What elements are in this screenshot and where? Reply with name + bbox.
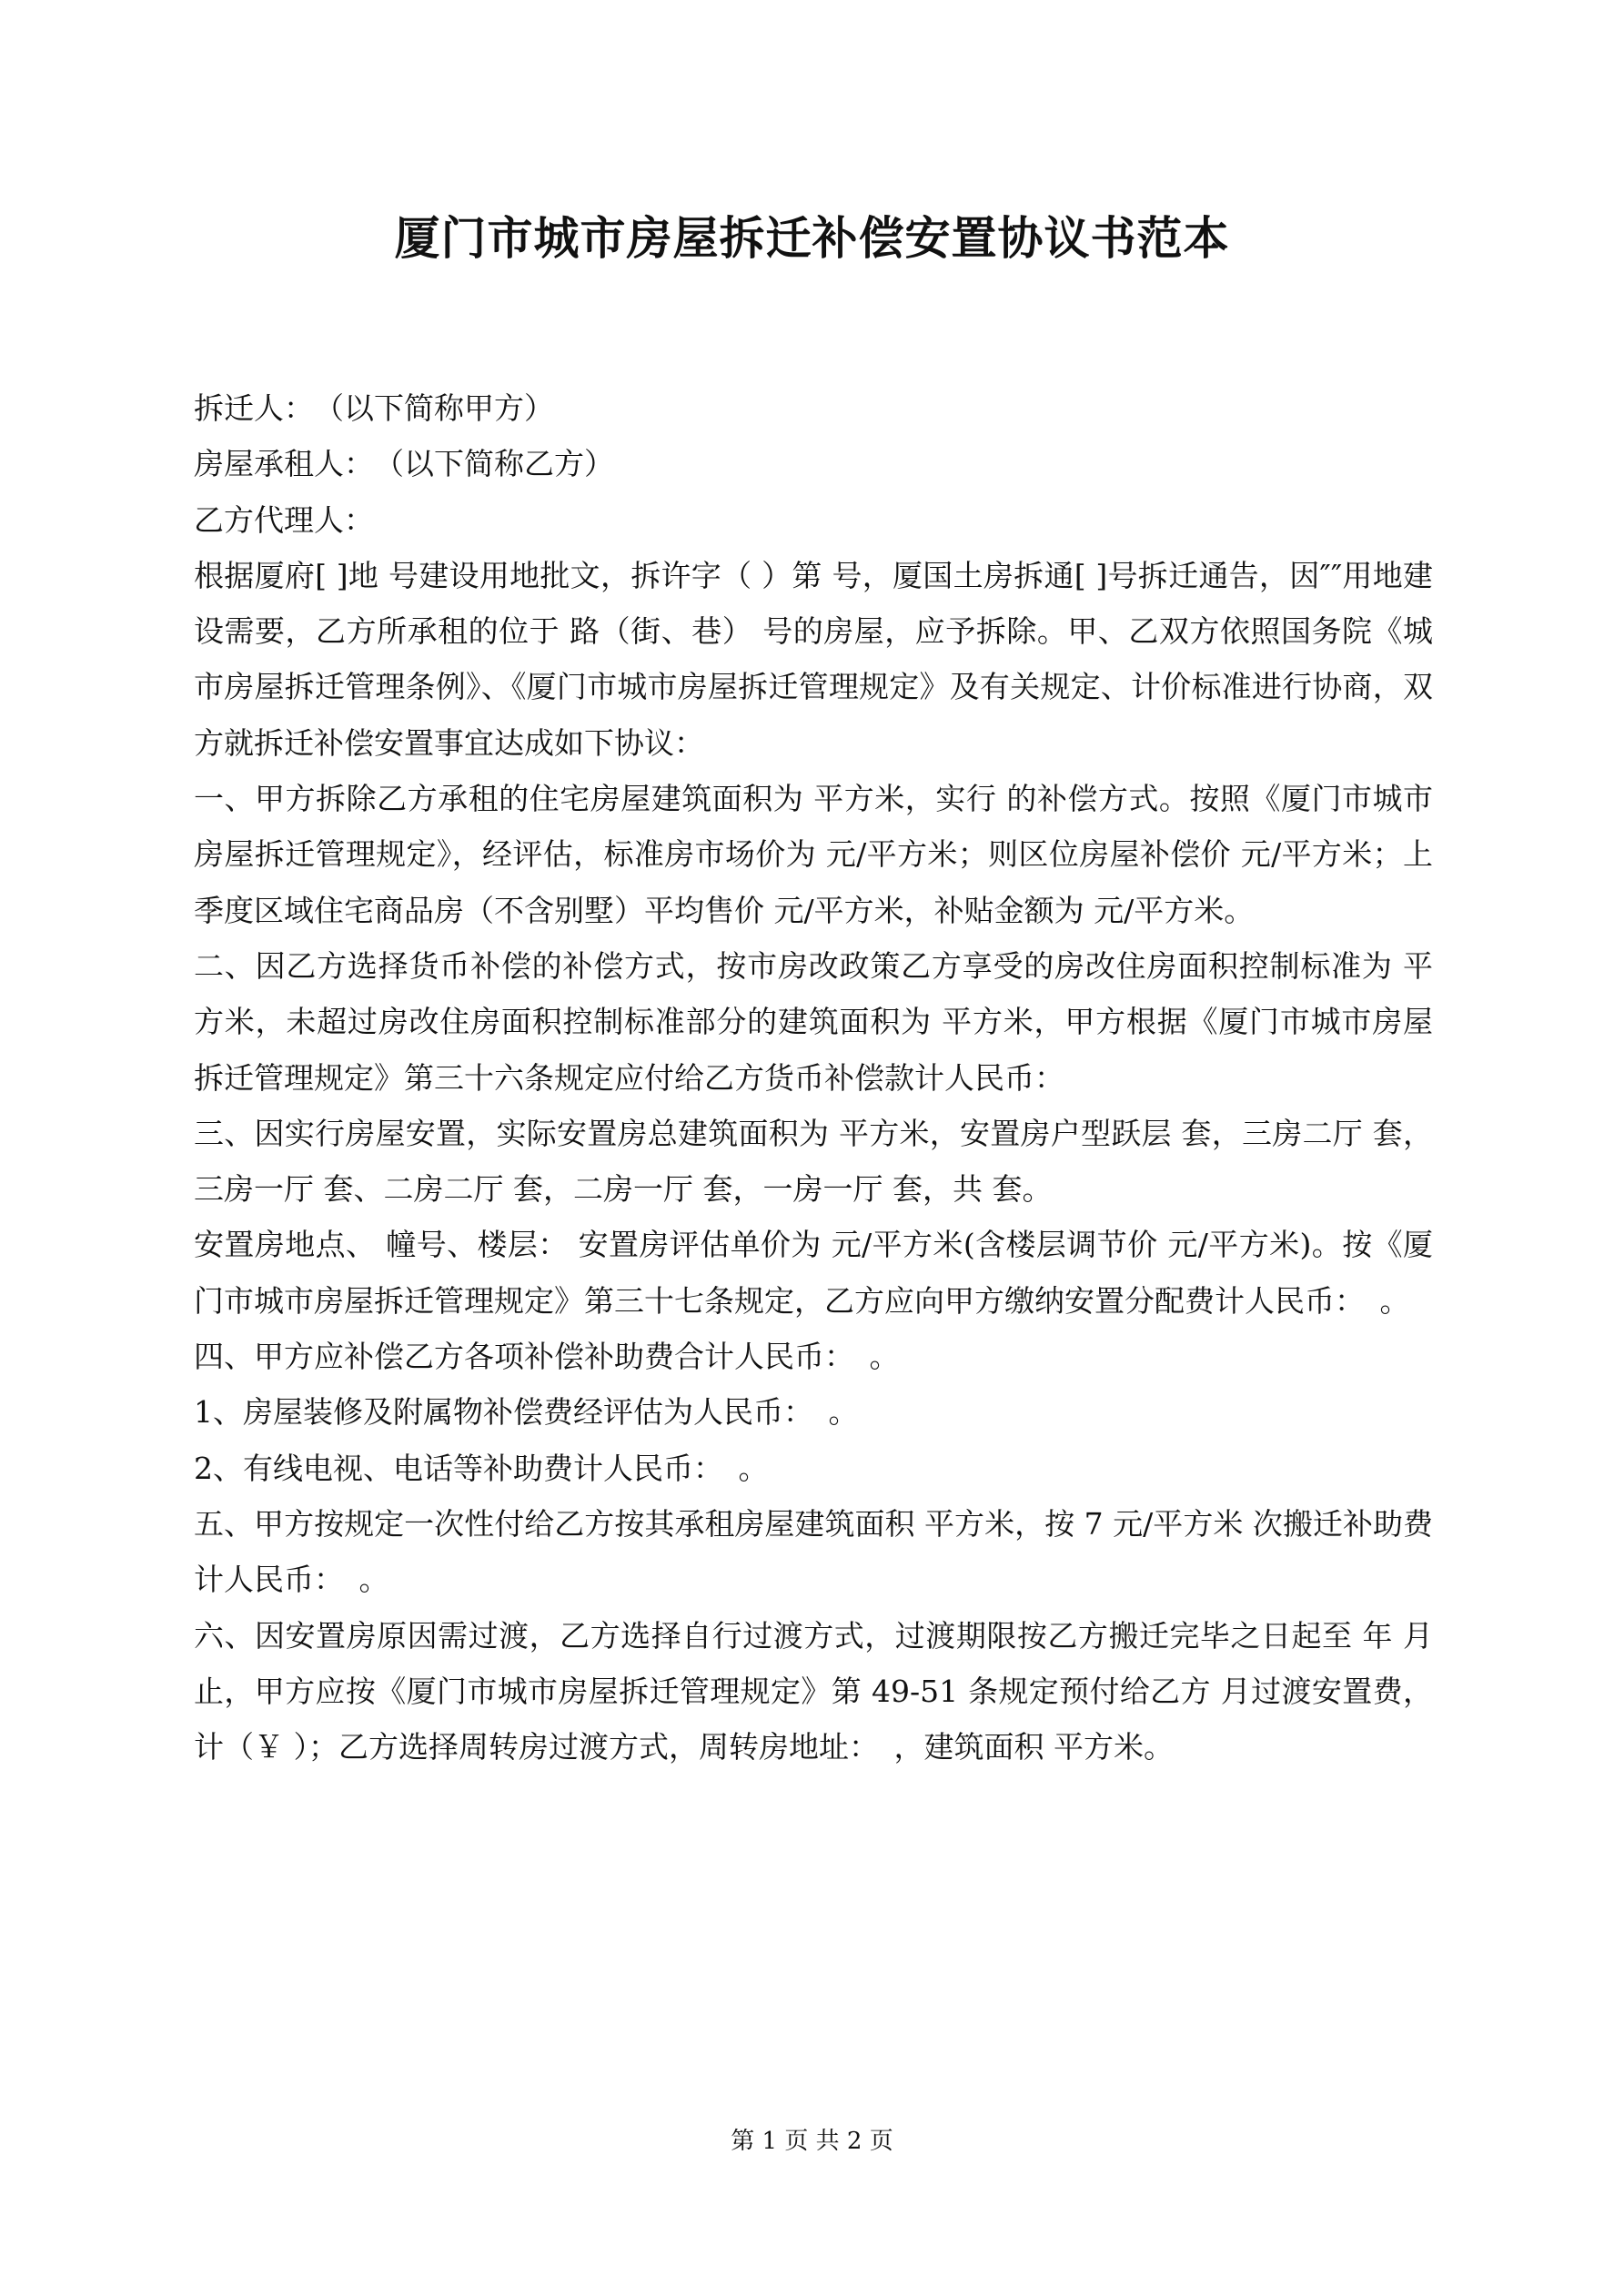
- clause-2: 二、因乙方选择货币补偿的补偿方式，按市房改政策乙方享受的房改住房面积控制标准为 平方米，未超过房改住房面积控制标准部分的建筑面积为 平方米，甲方根据《厦门市城市房屋拆迁管理规定》第三十六条规定应付给乙方货币补偿款计人民币：: [194, 947, 1433, 1096]
- paragraph-preamble: 根据厦府[ ]地 号建设用地批文，拆许字（ ）第 号，厦国土房拆通[ ]号拆迁通告，因″″用地建设需要，乙方所承租的位于 路（街、巷） 号的房屋，应予拆除。甲、乙双方依照国务院《城市房屋拆迁管理条例》、《厦门市城市房屋拆迁管理规定》及有关规定、计价标准进行协商，双方就拆迁补偿安置事宜达成如下协议：: [194, 557, 1433, 761]
- clause-3: 三、因实行房屋安置，实际安置房总建筑面积为 平方米，安置房户型跃层 套，三房二厅 套，三房一厅 套、二房二厅 套，二房一厅 套，一房一厅 套，共 套。: [194, 1115, 1433, 1208]
- paragraph-demolisher: 拆迁人： （以下简称甲方）: [194, 390, 554, 426]
- page-footer: 第 1 页 共 2 页: [731, 2128, 893, 2155]
- paragraph-tenant-agent: 乙方代理人：: [194, 501, 374, 538]
- clause-3-placement: 安置房地点、 幢号、楼层： 安置房评估单价为 元/平方米(含楼层调节价 元/平方米)。按《厦门市城市房屋拆迁管理规定》第三十七条规定，乙方应向甲方缴纳安置分配费计人民币： 。: [194, 1227, 1433, 1319]
- clause-1: 一、甲方拆除乙方承租的住宅房屋建筑面积为 平方米，实行 的补偿方式。按照《厦门市城市房屋拆迁管理规定》，经评估，标准房市场价为 元/平方米；则区位房屋补偿价 元/平方米；上季度区域住宅商品房（不含别墅）平均售价 元/平方米，补贴金额为 元/平方米。: [194, 781, 1433, 928]
- paragraph-tenant: 房屋承租人： （以下简称乙方）: [194, 446, 614, 482]
- clause-5: 五、甲方按规定一次性付给乙方按其承租房屋建筑面积 平方米，按 7 元/平方米 次搬迁补助费计人民币： 。: [194, 1505, 1433, 1598]
- clause-6: 六、因安置房原因需过渡，乙方选择自行过渡方式，过渡期限按乙方搬迁完毕之日起至 年 月止，甲方应按《厦门市城市房屋拆迁管理规定》第 49-51 条规定预付给乙方 月过渡安置费，计（￥ ）；乙方选择周转房过渡方式，周转房地址： ，建筑面积 平方米。: [194, 1617, 1433, 1765]
- clause-4: 四、甲方应补偿乙方各项补偿补助费合计人民币： 。: [194, 1339, 900, 1375]
- document-body: [194, 380, 1433, 1775]
- clause-4-item-2: 2、有线电视、电话等补助费计人民币： 。: [194, 1450, 769, 1486]
- document-title: 厦门市城市房屋拆迁补偿安置协议书范本: [394, 211, 1230, 265]
- clause-4-item-1: 1、房屋装修及附属物补偿费经评估为人民币： 。: [194, 1394, 859, 1431]
